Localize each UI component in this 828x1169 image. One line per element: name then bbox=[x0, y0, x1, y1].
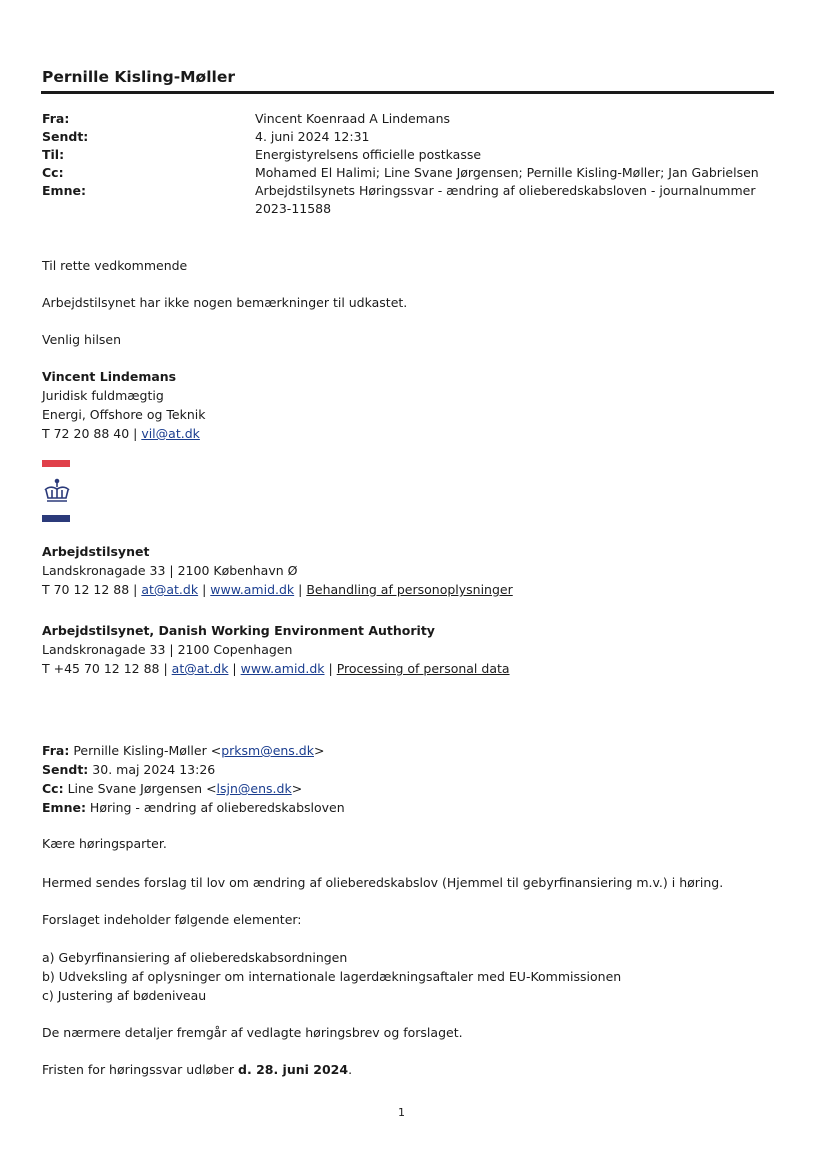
separator: | bbox=[228, 661, 241, 676]
title-rule bbox=[41, 91, 774, 94]
header-row-subject bbox=[42, 182, 782, 218]
deadline-date: d. 28. juni 2024 bbox=[238, 1062, 349, 1077]
header-label: Emne: bbox=[42, 183, 86, 198]
separator: | bbox=[324, 661, 337, 676]
signature-email-link[interactable]: vil@at.dk bbox=[141, 426, 200, 441]
separator: | bbox=[294, 582, 307, 597]
org-phone: T 70 12 12 88 | bbox=[42, 582, 142, 597]
list-item: a) Gebyrfinansiering af olieberedskabsordningen bbox=[42, 950, 348, 965]
org-name: Arbejdstilsynet bbox=[42, 544, 150, 559]
crown-icon bbox=[42, 478, 72, 504]
org-address: Landskronagade 33 | 2100 København Ø bbox=[42, 563, 298, 578]
header-value: Energistyrelsens officielle postkasse bbox=[255, 147, 482, 162]
fwd-from-label: Fra: bbox=[42, 743, 70, 758]
signature-contact bbox=[42, 424, 205, 443]
fwd-subject-value: Høring - ændring af olieberedskabsloven bbox=[85, 800, 345, 815]
header-label: Sendt: bbox=[42, 129, 89, 144]
org-address: Landskronagade 33 | 2100 Copenhagen bbox=[42, 642, 293, 657]
forwarded-header bbox=[42, 741, 345, 817]
deadline-prefix: Fristen for høringssvar udløber bbox=[42, 1062, 239, 1077]
fwd-from-email-link[interactable]: prksm@ens.dk bbox=[221, 743, 314, 758]
header-row-cc bbox=[42, 164, 782, 182]
list-item: b) Udveksling af oplysninger om internationale lagerdækningsaftaler med EU-Kommissionen bbox=[42, 969, 622, 984]
fwd-from-name: Pernille Kisling-Møller < bbox=[69, 743, 222, 758]
fwd-sent-label: Sendt: bbox=[42, 762, 89, 777]
fwd-cc-end: > bbox=[291, 781, 303, 796]
list-item: c) Justering af bødeniveau bbox=[42, 988, 207, 1003]
body-line: Arbejdstilsynet har ikke nogen bemærkninger til udkastet. bbox=[42, 295, 408, 310]
signature-dept: Energi, Offshore og Teknik bbox=[42, 407, 206, 422]
signature-phone: T 72 20 88 40 | bbox=[42, 426, 142, 441]
privacy-link[interactable]: Behandling af personoplysninger bbox=[306, 582, 513, 597]
fwd-cc-name: Line Svane Jørgensen < bbox=[63, 781, 217, 796]
org-block-en bbox=[42, 621, 510, 678]
signature-name: Vincent Lindemans bbox=[42, 369, 177, 384]
email-header bbox=[42, 110, 782, 218]
fwd-paragraph: De nærmere detaljer fremgår af vedlagte høringsbrev og forslaget. bbox=[42, 1025, 463, 1040]
page-number: 1 bbox=[398, 1106, 405, 1119]
signature-block bbox=[42, 367, 205, 443]
page-title: Pernille Kisling-Møller bbox=[42, 68, 235, 86]
header-label: Cc: bbox=[42, 165, 64, 180]
org-email-link[interactable]: at@at.dk bbox=[171, 661, 229, 676]
org-block-da bbox=[42, 542, 513, 599]
privacy-link[interactable]: Processing of personal data bbox=[336, 661, 510, 676]
header-value: 4. juni 2024 12:31 bbox=[255, 129, 370, 144]
deadline bbox=[42, 1060, 352, 1079]
fwd-cc bbox=[42, 779, 345, 798]
fwd-cc-email-link[interactable]: lsjn@ens.dk bbox=[216, 781, 292, 796]
org-email-link[interactable]: at@at.dk bbox=[141, 582, 199, 597]
fwd-paragraph: Forslaget indeholder følgende elementer: bbox=[42, 912, 302, 927]
fwd-sent bbox=[42, 760, 345, 779]
separator: | bbox=[198, 582, 211, 597]
header-row-from bbox=[42, 110, 782, 128]
fwd-from bbox=[42, 741, 345, 760]
org-name: Arbejdstilsynet, Danish Working Environment Authority bbox=[42, 623, 435, 638]
fwd-subject-label: Emne: bbox=[42, 800, 86, 815]
greeting: Til rette vedkommende bbox=[42, 258, 188, 273]
header-row-sent bbox=[42, 128, 782, 146]
fwd-from-end: > bbox=[313, 743, 325, 758]
fwd-greeting: Kære høringsparter. bbox=[42, 836, 167, 851]
org-web-link[interactable]: www.amid.dk bbox=[210, 582, 295, 597]
fwd-subject bbox=[42, 798, 345, 817]
header-label: Til: bbox=[42, 147, 65, 162]
closing: Venlig hilsen bbox=[42, 332, 122, 347]
flag-blue-stripe bbox=[42, 515, 70, 522]
header-value: Arbejdstilsynets Høringssvar - ændring af olieberedskabsloven - journalnummer 2023-11588 bbox=[255, 183, 756, 216]
fwd-cc-label: Cc: bbox=[42, 781, 64, 796]
header-label: Fra: bbox=[42, 111, 70, 126]
fwd-paragraph: Hermed sendes forslag til lov om ændring af olieberedskabslov (Hjemmel til gebyrfinansiering m.v.) i høring. bbox=[42, 875, 724, 890]
signature-role: Juridisk fuldmægtig bbox=[42, 388, 164, 403]
header-value: Mohamed El Halimi; Line Svane Jørgensen; Pernille Kisling-Møller; Jan Gabrielsen bbox=[255, 165, 759, 180]
org-contact bbox=[42, 580, 513, 599]
org-contact bbox=[42, 659, 510, 678]
header-row-to bbox=[42, 146, 782, 164]
header-value: Vincent Koenraad A Lindemans bbox=[255, 111, 451, 126]
element-list bbox=[42, 948, 621, 1005]
deadline-suffix: . bbox=[348, 1062, 353, 1077]
fwd-sent-value: 30. maj 2024 13:26 bbox=[88, 762, 216, 777]
org-web-link[interactable]: www.amid.dk bbox=[240, 661, 325, 676]
flag-red-stripe bbox=[42, 460, 70, 467]
org-phone: T +45 70 12 12 88 | bbox=[42, 661, 172, 676]
